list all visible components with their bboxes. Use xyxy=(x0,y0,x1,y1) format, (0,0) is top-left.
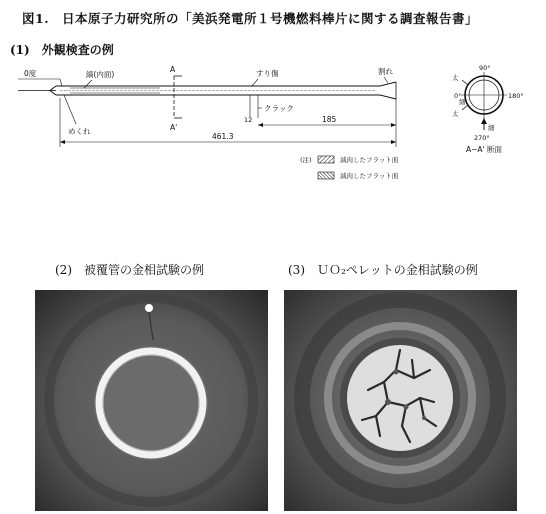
legend xyxy=(300,155,399,180)
section-mark-a: A xyxy=(170,65,176,74)
dimension-total: 461.3 xyxy=(212,132,234,141)
thin-left-label: 細 xyxy=(459,98,466,106)
scratch-label: すり傷 xyxy=(256,69,279,78)
zero-degree-label: 0度 xyxy=(24,69,37,78)
figure-title: 図1. 日本原子力研究所の「美浜発電所１号機燃料棒片に関する調査報告書」 xyxy=(22,11,479,26)
visual-inspection-diagram xyxy=(0,58,546,248)
thick-lower-label: 太 xyxy=(452,110,459,118)
cladding-metallography-caption: (2) 被覆管の金相試験の例 xyxy=(55,263,204,277)
pellet-metallography-caption: (3) ＵＯ₂ペレットの金相試験の例 xyxy=(288,263,478,277)
legend-swatch-1 xyxy=(318,156,334,163)
angle-90-label: 90° xyxy=(479,64,491,72)
dimension-12: 12 xyxy=(244,116,253,124)
fuel-rod-schematic xyxy=(18,76,396,147)
angle-180-label: 180° xyxy=(508,92,524,100)
legend-note: (注) xyxy=(300,156,312,164)
section-mark-a-prime: A' xyxy=(170,123,178,132)
cross-section-diagram xyxy=(461,72,507,130)
legend-label-2: 減肉したフラット面 xyxy=(340,172,399,180)
groove-label: 縞(内面) xyxy=(86,70,115,79)
crack-label: クラック xyxy=(264,104,294,113)
section-1-title: (1) 外観検査の例 xyxy=(10,43,114,57)
cross-section-caption: A−A' 断面 xyxy=(466,145,502,154)
fracture-label: 割れ xyxy=(378,67,393,76)
angle-270-label: 270° xyxy=(474,134,490,142)
peeling-label: めくれ xyxy=(68,127,91,136)
angle-0-label: 0° xyxy=(454,92,462,100)
legend-label-1: 減肉したフラット面 xyxy=(340,156,399,164)
thick-upper-label: 太 xyxy=(452,74,459,82)
pellet-micrograph xyxy=(284,290,517,511)
thin-bottom-label: 細 xyxy=(488,124,495,132)
dimension-185: 185 xyxy=(322,115,337,124)
cladding-micrograph xyxy=(35,290,268,511)
legend-swatch-2 xyxy=(318,172,334,179)
